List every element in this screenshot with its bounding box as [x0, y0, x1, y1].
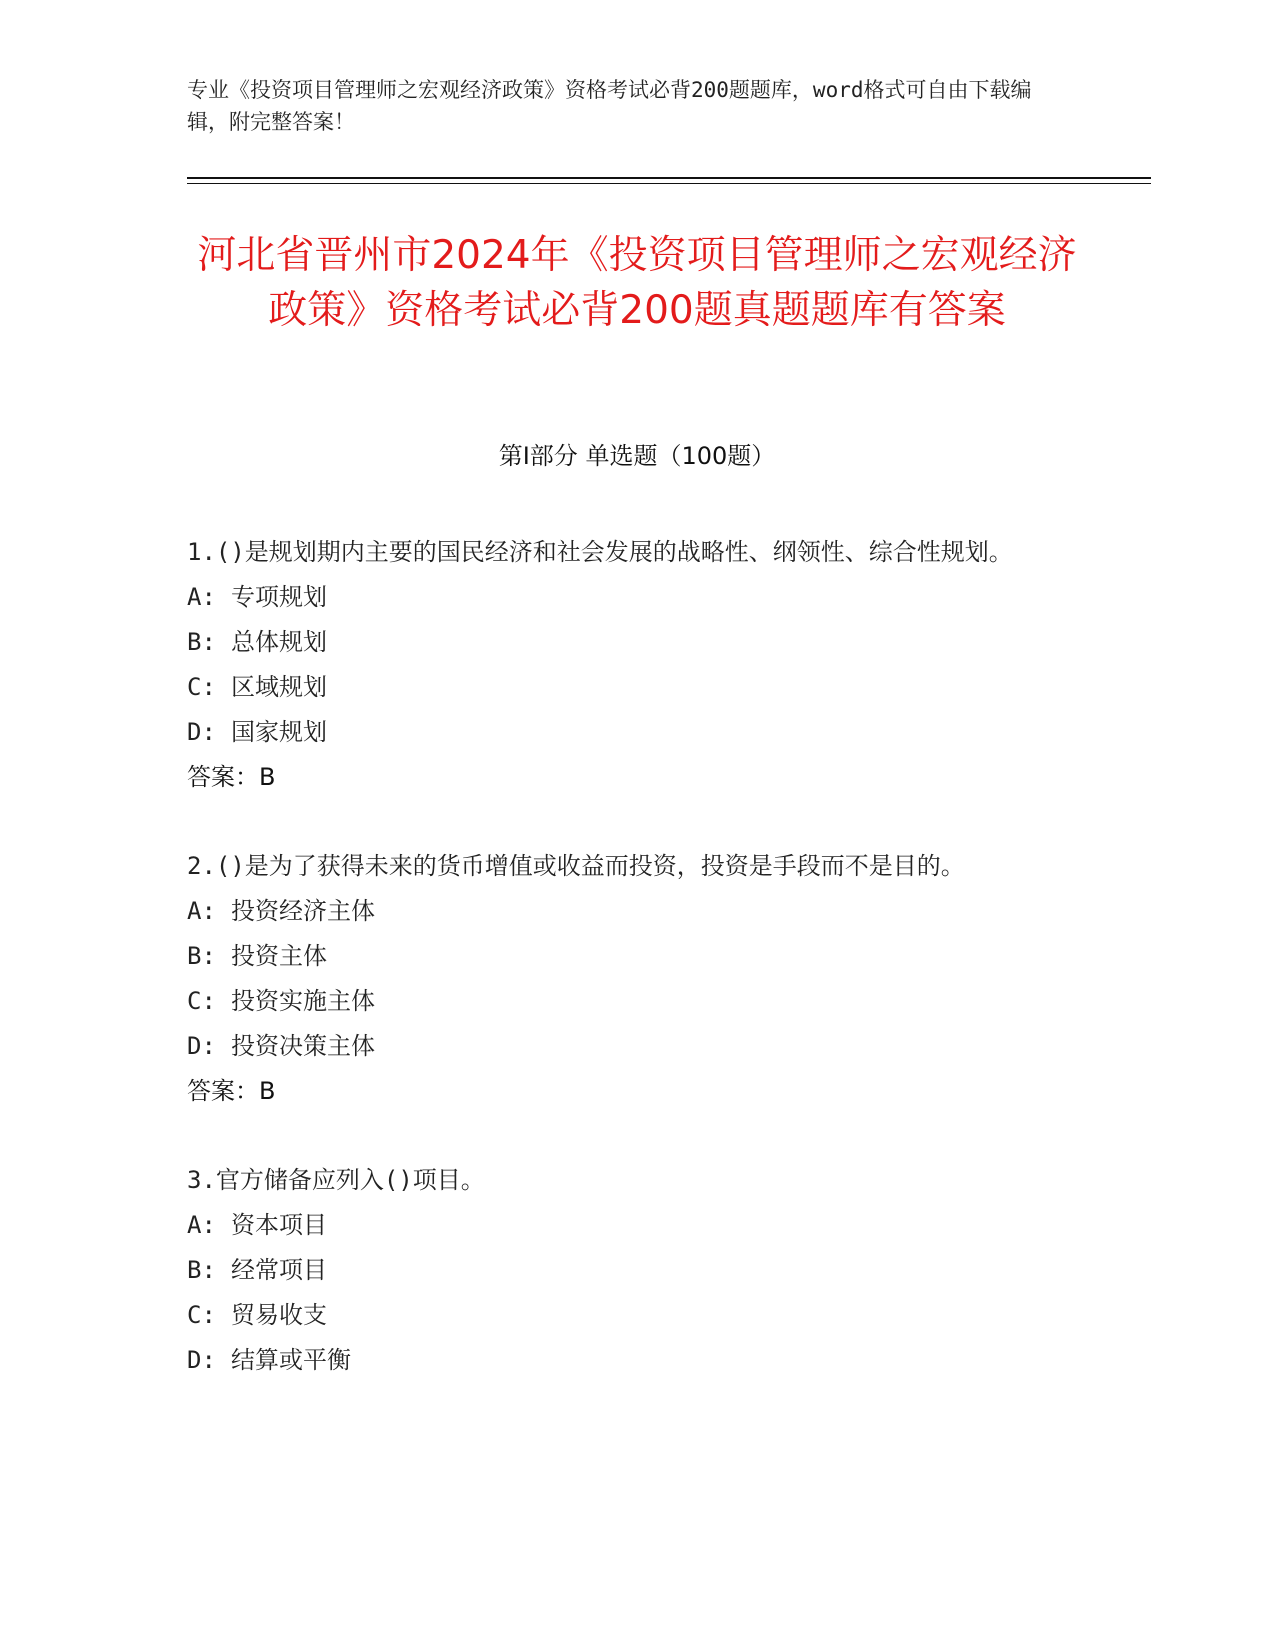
header-rule-thick — [187, 177, 1151, 179]
option-text: 投资经济主体 — [231, 897, 375, 925]
option-a — [187, 575, 1067, 620]
option-text: 贸易收支 — [231, 1301, 327, 1329]
option-d — [187, 1024, 1067, 1069]
option-letter: A: — [187, 1211, 216, 1239]
option-text: 总体规划 — [231, 628, 327, 656]
question-stem: 2.()是为了获得未来的货币增值或收益而投资，投资是手段而不是目的。 — [187, 852, 965, 880]
option-letter: C: — [187, 673, 216, 701]
option-c — [187, 665, 1067, 710]
option-c — [187, 979, 1067, 1024]
option-letter: D: — [187, 1032, 216, 1060]
question-stem: 3.官方储备应列入()项目。 — [187, 1166, 485, 1194]
option-b — [187, 620, 1067, 665]
option-text: 专项规划 — [231, 583, 327, 611]
answer-line: 答案：B — [187, 763, 276, 791]
option-letter: A: — [187, 583, 216, 611]
option-letter: B: — [187, 942, 216, 970]
option-text: 资本项目 — [231, 1211, 327, 1239]
option-d — [187, 1338, 1067, 1383]
question-1 — [187, 530, 1067, 800]
option-text: 区域规划 — [231, 673, 327, 701]
option-b — [187, 1248, 1067, 1293]
answer-line: 答案：B — [187, 1077, 276, 1105]
option-letter: C: — [187, 987, 216, 1015]
option-letter: D: — [187, 1346, 216, 1374]
document-title: 河北省晋州市2024年《投资项目管理师之宏观经济政策》资格考试必背200题真题题库有答案 — [197, 233, 1077, 333]
option-d — [187, 710, 1067, 755]
option-text: 投资决策主体 — [231, 1032, 375, 1060]
option-text: 国家规划 — [231, 718, 327, 746]
option-c — [187, 1293, 1067, 1338]
question-list — [187, 530, 1067, 1427]
option-letter: B: — [187, 1256, 216, 1284]
option-text: 经常项目 — [231, 1256, 327, 1284]
option-letter: A: — [187, 897, 216, 925]
question-3 — [187, 1158, 1067, 1383]
header-rule-thin — [187, 183, 1151, 184]
option-letter: D: — [187, 718, 216, 746]
option-b — [187, 934, 1067, 979]
section-title: 第Ⅰ部分 单选题（100题） — [498, 442, 776, 470]
option-text: 结算或平衡 — [231, 1346, 351, 1374]
option-text: 投资主体 — [231, 942, 327, 970]
option-a — [187, 889, 1067, 934]
header-note: 专业《投资项目管理师之宏观经济政策》资格考试必背200题题库，word格式可自由下载编辑，附完整答案！ — [187, 78, 1032, 134]
question-stem: 1.()是规划期内主要的国民经济和社会发展的战略性、纲领性、综合性规划。 — [187, 538, 1013, 566]
option-letter: C: — [187, 1301, 216, 1329]
question-2 — [187, 844, 1067, 1114]
option-letter: B: — [187, 628, 216, 656]
option-text: 投资实施主体 — [231, 987, 375, 1015]
option-a — [187, 1203, 1067, 1248]
